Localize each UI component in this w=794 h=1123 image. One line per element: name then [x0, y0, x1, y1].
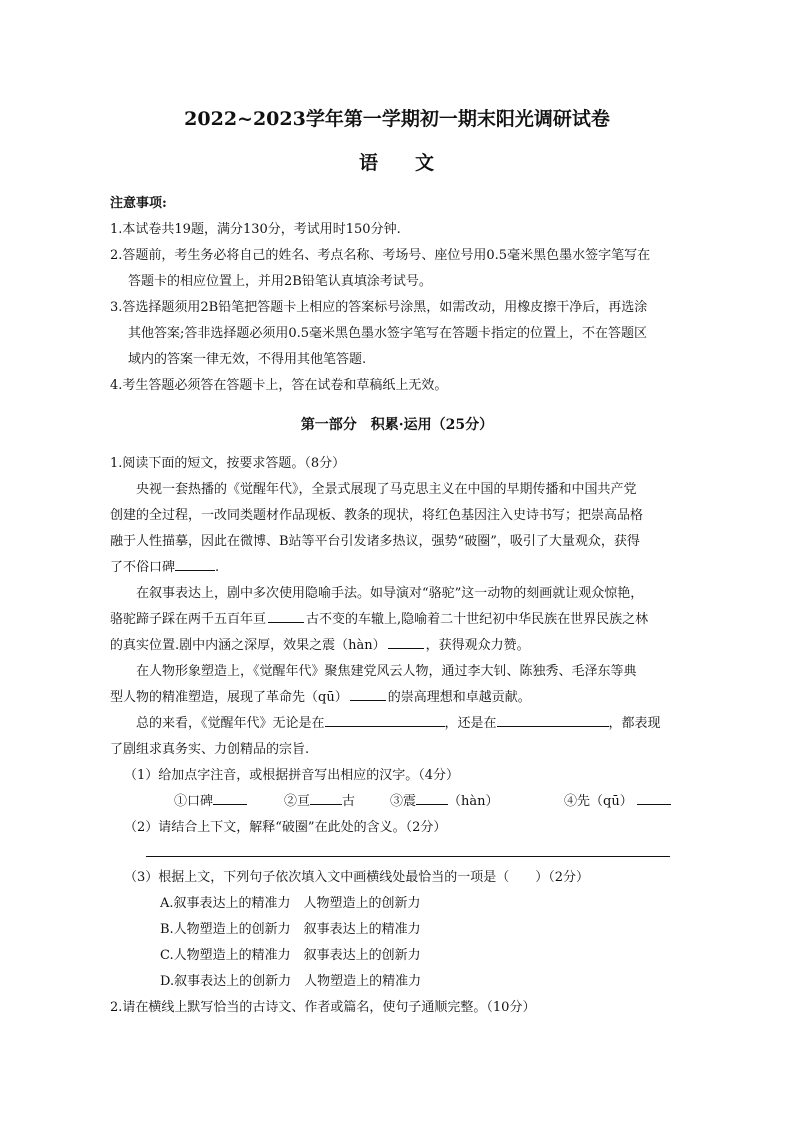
blank-2[interactable]: [268, 609, 304, 623]
q1-sub2: （2）请结合上下文，解释“破圈”在此处的含义。（2分）: [124, 820, 447, 835]
q1-p3-line2-b: 的崇高理想和卓越贡献。: [387, 690, 531, 705]
blank-3[interactable]: [388, 635, 424, 649]
q1-p4-line2: 了剧组求真务实、力创精品的宗旨.: [110, 742, 310, 757]
blank-1[interactable]: [175, 557, 215, 571]
q1-p2-line1: 在叙事表达上，剧中多次使用隐喻手法。如导演对“骆驼”这一动物的刻画就让观众惊艳，: [136, 586, 644, 601]
q1-p1-line2: 创建的全过程，一改同类题材作品现板、教条的现状，将红色基因注入史诗书写；把崇高品格: [110, 508, 644, 523]
sub1-b-text: ②亘: [284, 794, 311, 809]
notice-line-1: 1.本试卷共19题，满分130分，考试用时150分钟.: [110, 222, 401, 237]
q1-p2-line2-b: 古不变的车辙上,隐喻着二十世纪初中华民族在世界民族之林: [306, 612, 649, 627]
blank-sub1-b[interactable]: [310, 791, 342, 805]
q1-sub3: （3）根据上文，下列句子依次填入文中画横线处最恰当的一项是（ ）（2分）: [124, 870, 590, 885]
q1-sub1-b: [284, 790, 355, 809]
blank-sub1-d[interactable]: [637, 791, 671, 805]
subject-char-2: 文: [415, 152, 436, 174]
subject-char-1: 语: [358, 152, 379, 174]
notice-line-3: 答题卡的相应位置上，并用2B铅笔认真填涂考试号。: [128, 274, 432, 289]
sub1-c-text: ③震: [390, 794, 417, 809]
q1-stem: 1.阅读下面的短文，按要求答题。（8分）: [110, 456, 346, 471]
option-a: A.叙事表达上的精准力 人物塑造上的创新力: [160, 896, 421, 911]
q1-p2-line3: [110, 634, 530, 653]
q1-p1-line3: 融于人性描摹，因此在微博、B站等平台引发诸多热议，强势“破圈”，吸引了大量观众，获得: [110, 534, 640, 549]
exam-title: 2022~2023学年第一学期初一期末阳光调研试卷: [184, 108, 610, 130]
notice-line-5: 其他答案;答非选择题必须用0.5毫米黑色墨水签字笔写在答题卡指定的位置上，不在答题区: [128, 326, 648, 341]
q1-sub1-a: [174, 790, 247, 809]
sub1-c-text2: （hàn）: [448, 794, 499, 809]
q1-p1-line1: 央视一套热播的《觉醒年代》，全景式展现了马克思主义在中国的早期传播和中国共产党: [136, 482, 637, 497]
option-b: B.人物塑造上的创新力 叙事表达上的精准力: [160, 922, 421, 937]
option-d: D.叙事表达上的创新力 人物塑造上的精准力: [160, 974, 422, 989]
notice-heading: 注意事项:: [110, 196, 167, 211]
part1-heading: 第一部分 积累·运用（25分）: [300, 417, 494, 433]
notice-line-7: 4.考生答题必须答在答题卡上，答在试卷和草稿纸上无效。: [110, 378, 448, 393]
notice-line-6: 域内的答案一律无效，不得用其他笔答题.: [128, 352, 367, 367]
q1-p1-line4-text: 了不俗口碑: [110, 560, 176, 575]
q1-p2-line3-a: 的真实位置.剧中内涵之深厚，效果之震（hàn）: [110, 638, 386, 653]
blank-sub1-a[interactable]: [213, 791, 247, 805]
q1-p4-line1-b: ，还是在: [444, 716, 497, 731]
q1-p3-line1: 在人物形象塑造上，《觉醒年代》聚焦建党风云人物，通过李大钊、陈独秀、毛泽东等典: [136, 664, 637, 679]
sub1-d-text: ④先（qū）: [564, 794, 633, 809]
q1-p3-line2: [110, 686, 531, 705]
q2-stem: 2.请在横线上默写恰当的古诗文、作者或篇名，使句子通顺完整。（10分）: [110, 1000, 536, 1015]
q1-p2-line2-a: 骆驼蹄子踩在两千五百年亘: [110, 612, 267, 627]
q1-p3-line2-a: 型人物的精准塑造，展现了革命先（qū）: [110, 690, 348, 705]
q1-p1-line4-end: .: [215, 560, 220, 575]
sub1-b-text2: 古: [342, 794, 356, 809]
q1-p2-line2: [110, 608, 648, 627]
q1-sub1-c: [390, 790, 499, 809]
q1-sub1: （1）给加点字注音，或根据拼音写出相应的汉字。（4分）: [124, 768, 460, 783]
sub1-a-text: ①口碑: [174, 794, 214, 809]
option-c: C.人物塑造上的精准力 叙事表达上的创新力: [160, 948, 421, 963]
answer-line[interactable]: [146, 856, 670, 857]
q1-sub1-d: [564, 790, 671, 809]
q1-p1-line4: [110, 556, 219, 575]
q1-p4-line1-c: ，都表现: [608, 716, 661, 731]
notice-line-2: 2.答题前，考生务必将自己的姓名、考点名称、考场号、座位号用0.5毫米黑色墨水签字笔写在: [110, 248, 651, 263]
subject-title: [0, 148, 794, 175]
q1-p2-line3-b: ，获得观众力赞。: [425, 638, 530, 653]
blank-5[interactable]: [325, 713, 445, 727]
blank-sub1-c[interactable]: [416, 791, 448, 805]
blank-4[interactable]: [350, 687, 386, 701]
blank-6[interactable]: [497, 713, 609, 727]
q1-p4-line1-a: 总的来看，《觉醒年代》无论是在: [136, 716, 325, 731]
q1-p4-line1: [136, 712, 661, 731]
notice-line-4: 3.答选择题须用2B铅笔把答题卡上相应的答案标号涂黑，如需改动，用橡皮擦干净后，再选涂: [110, 300, 648, 315]
